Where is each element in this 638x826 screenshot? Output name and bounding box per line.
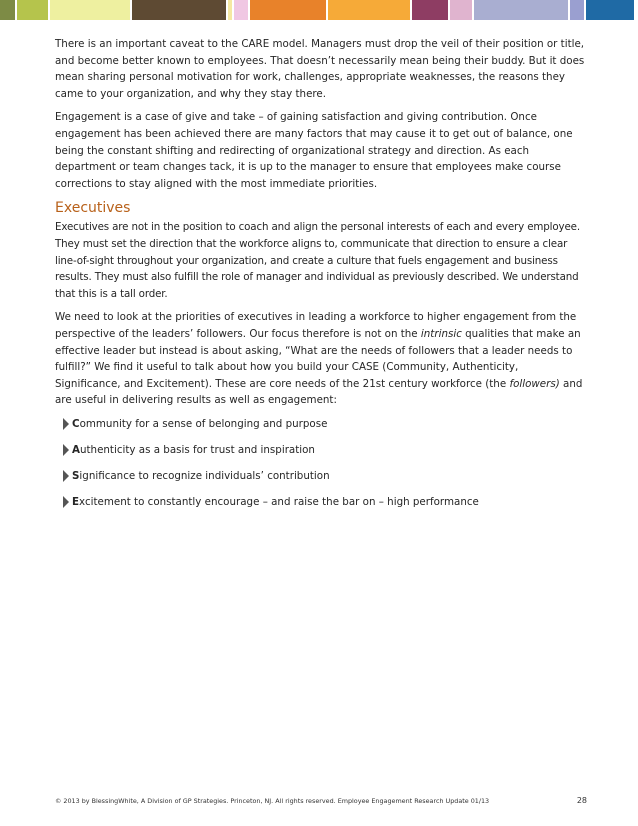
bullet-initial: A [72, 443, 80, 456]
priorities-text-1: We need to look at the priorities of executives in leading a workforce to higher engagement from the perspective of the leaders’ followers. Our focus therefore is not on the [55, 311, 577, 340]
color-block-1 [0, 0, 17, 20]
list-item-authenticity [55, 442, 587, 458]
arrow-bullet-icon [63, 470, 69, 482]
paragraph-care-caveat: There is an important caveat to the CARE model. Managers must drop the veil of their position or title, and become better known to employees. That doesn’t necessarily mean being their buddy. But it does mean sharing personal motivation for work, challenges, appropriate weaknesses, the reasons they came to your organization, and why they stay there. [55, 38, 585, 100]
arrow-bullet-icon [63, 418, 69, 430]
color-block-10 [450, 0, 474, 20]
priorities-emphasis-intrinsic: intrinsic [420, 327, 462, 340]
bullet-text: xcitement to constantly encourage – and raise the bar on – high performance [79, 495, 479, 508]
page-content [55, 36, 587, 520]
bullet-text: ignificance to recognize individuals’ contribution [79, 469, 330, 482]
paragraph-executives-role: Executives are not in the position to coach and align the personal interests of each and every employee. They must set the direction that the workforce aligns to, communicate that direction to ensure a clear line-of-sight throughout your organization, and create a culture that fuels engagement and business results. They must also fulfill the role of manager and individual as previously described. We understand that this is a tall order. [55, 221, 580, 300]
list-item-significance [55, 468, 587, 484]
priorities-emphasis-followers: followers) [509, 377, 560, 390]
color-block-7 [250, 0, 328, 20]
page-footer [55, 796, 587, 805]
arrow-bullet-icon [63, 496, 69, 508]
paragraph-engagement: Engagement is a case of give and take – of gaining satisfaction and giving contribution. Once engagement has been achieved there are many factors that may cause it to get out of balance, one being the constant shifting and redirecting of organizational strategy and direction. As each department or team changes tack, it is up to the manager to ensure that employees make course corrections to stay aligned with the most immediate priorities. [55, 111, 573, 190]
priorities-text-2: qualities that make an effective leader but instead is about asking, “What are the needs of followers that a leader needs to fulfill?” We find it useful to talk about how you build your CASE (Community, Authenticity, Significance, and Excitement). These are core needs of the 21st century workforce (the [55, 327, 581, 390]
bullet-initial: C [72, 417, 80, 430]
priorities-text-3: and are useful in delivering results as well as engagement: [55, 377, 583, 407]
footer-copyright: © 2013 by BlessingWhite, A Division of GP Strategies. Princeton, NJ. All rights reserved. Employee Engagement Research Update 01/13 [55, 796, 490, 805]
color-block-11 [474, 0, 570, 20]
bullet-initial: E [72, 495, 80, 508]
color-block-3 [50, 0, 132, 20]
section-title-executives: Executives [55, 200, 131, 217]
header-color-bar [0, 0, 638, 20]
color-block-9 [412, 0, 450, 20]
arrow-bullet-icon [63, 444, 69, 456]
color-block-8 [328, 0, 412, 20]
page-number: 28 [576, 796, 587, 805]
bullet-text: ommunity for a sense of belonging and purpose [79, 417, 328, 430]
bullet-initial: S [72, 469, 80, 482]
color-block-4 [132, 0, 228, 20]
color-block-6 [234, 0, 250, 20]
color-block-2 [17, 0, 50, 20]
bullet-text: uthenticity as a basis for trust and inspiration [79, 443, 315, 456]
list-item-community [55, 416, 587, 432]
color-block-12 [570, 0, 586, 20]
color-block-13 [586, 0, 636, 20]
case-bullet-list [55, 416, 587, 510]
list-item-excitement [55, 494, 587, 510]
paragraph-executives-priorities [55, 309, 587, 409]
